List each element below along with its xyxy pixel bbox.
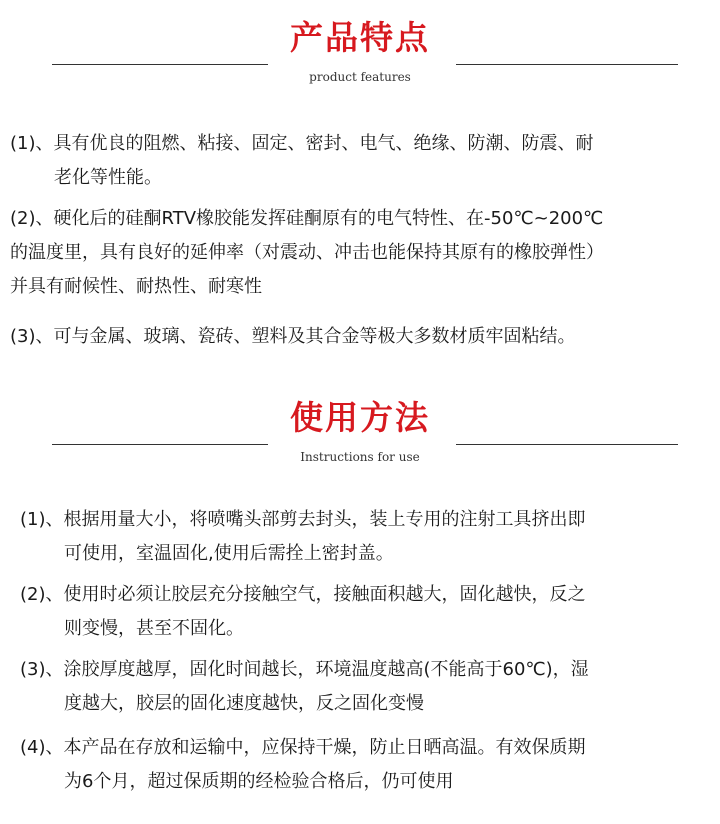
usage-item-3: [20, 653, 589, 721]
usage-subtitle: Instructions for use: [300, 450, 420, 464]
feature-item-3: [10, 320, 576, 354]
usage-item-2-line-2: 则变慢，甚至不固化。: [64, 618, 244, 639]
usage-item-4-line-2: 为6个月，超过保质期的经检验合格后，仍可使用: [64, 771, 454, 792]
feature-item-1: [10, 127, 594, 195]
usage-rule-right: [456, 444, 678, 445]
usage-item-4: [20, 731, 586, 799]
features-rule-left: [52, 64, 268, 65]
feature-item-2-line-1: (2)、硬化后的硅酮RTV橡胶能发挥硅酮原有的电气特性、在-50℃~200℃: [10, 208, 604, 229]
features-subtitle: product features: [309, 70, 411, 84]
usage-item-1: [20, 503, 586, 571]
feature-item-2: [10, 202, 604, 304]
usage-item-4-line-1: (4)、本产品在存放和运输中，应保持干燥，防止日晒高温。有效保质期: [20, 737, 586, 758]
feature-item-3-line-1: (3)、可与金属、玻璃、瓷砖、塑料及其合金等极大多数材质牢固粘结。: [10, 326, 576, 347]
feature-item-1-line-2: 老化等性能。: [54, 167, 162, 188]
usage-rule-left: [52, 444, 268, 445]
feature-item-2-line-3: 并具有耐候性、耐热性、耐寒性: [10, 276, 262, 297]
usage-header: [0, 398, 720, 478]
features-header: [0, 18, 720, 98]
usage-title: 使用方法: [290, 398, 430, 437]
usage-item-1-line-2: 可使用，室温固化,使用后需拴上密封盖。: [64, 543, 394, 564]
usage-item-2-line-1: (2)、使用时必须让胶层充分接触空气，接触面积越大，固化越快，反之: [20, 584, 586, 605]
feature-item-2-line-2: 的温度里，具有良好的延伸率（对震动、冲击也能保持其原有的橡胶弹性）: [10, 242, 604, 263]
features-title: 产品特点: [290, 18, 430, 57]
usage-item-1-line-1: (1)、根据用量大小，将喷嘴头部剪去封头，装上专用的注射工具挤出即: [20, 509, 586, 530]
feature-item-1-line-1: (1)、具有优良的阻燃、粘接、固定、密封、电气、绝缘、防潮、防震、耐: [10, 133, 594, 154]
features-rule-right: [456, 64, 678, 65]
usage-item-3-line-2: 度越大，胶层的固化速度越快，反之固化变慢: [64, 693, 424, 714]
usage-item-2: [20, 578, 586, 646]
usage-item-3-line-1: (3)、涂胶厚度越厚，固化时间越长，环境温度越高(不能高于60℃)，湿: [20, 659, 589, 680]
